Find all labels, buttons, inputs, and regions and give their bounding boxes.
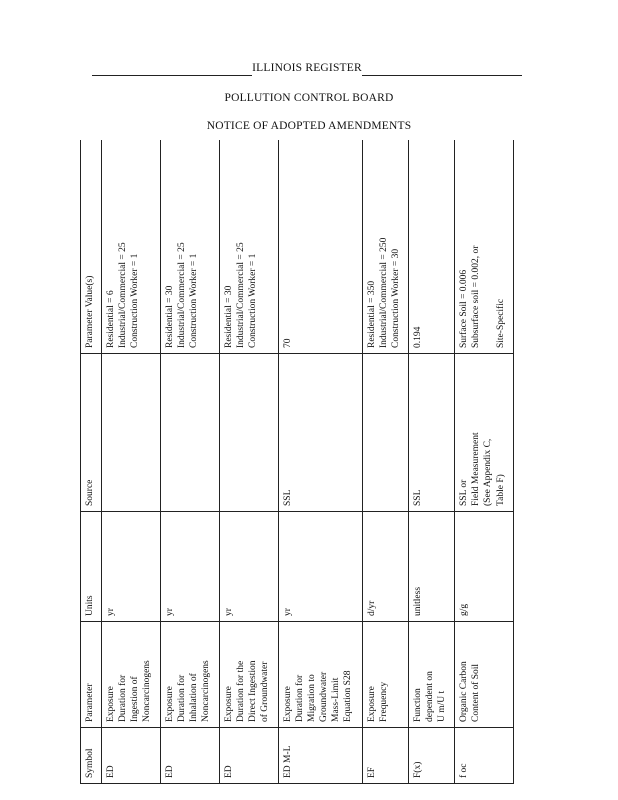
cell-source bbox=[102, 354, 161, 512]
parameter-line: Duration for bbox=[177, 674, 187, 722]
header-rule-right bbox=[362, 75, 522, 76]
cell-units: yr bbox=[102, 512, 161, 622]
table-header-row bbox=[81, 140, 102, 784]
value-line: Subsurface soil = 0.002, or bbox=[471, 245, 482, 348]
table-row bbox=[363, 140, 409, 784]
parameter-line: Duration for the bbox=[235, 660, 246, 722]
value-line: Construction Worker = 1 bbox=[189, 253, 200, 348]
table-row bbox=[455, 140, 514, 784]
col-header-units: Units bbox=[81, 512, 102, 622]
value-line: Surface Soil = 0.006 bbox=[459, 269, 470, 348]
cell-parameter bbox=[160, 622, 219, 728]
cell-source bbox=[219, 354, 278, 512]
cell-units: yr bbox=[219, 512, 278, 622]
source-line: SSL bbox=[282, 489, 293, 506]
parameter-line: Ingestion of bbox=[130, 676, 141, 722]
parameter-line: Migration to bbox=[306, 674, 317, 722]
value-line: Construction Worker = 1 bbox=[248, 253, 258, 348]
cell-units: unitless bbox=[409, 512, 455, 622]
cell-parameter bbox=[102, 622, 161, 728]
parameter-line: Mass-Limit bbox=[331, 677, 342, 722]
cell-parameter bbox=[363, 622, 409, 728]
parameter-table bbox=[80, 140, 514, 784]
value-line: 0.194 bbox=[413, 326, 424, 348]
value-line: Construction Worker = 1 bbox=[130, 253, 141, 348]
cell-value bbox=[219, 140, 278, 354]
register-title: ILLINOIS REGISTER bbox=[252, 62, 362, 74]
cell-source bbox=[278, 354, 363, 512]
cell-symbol: EF bbox=[363, 728, 409, 784]
source-line: SSL or bbox=[459, 479, 470, 506]
board-title: POLLUTION CONTROL BOARD bbox=[224, 92, 394, 104]
cell-symbol: ED bbox=[219, 728, 278, 784]
value-line: 70 bbox=[282, 338, 293, 348]
cell-symbol: f oc bbox=[455, 728, 514, 784]
value-line: Residential = 350 bbox=[367, 280, 378, 348]
parameter-line: Equation S28 bbox=[343, 670, 354, 722]
value-line bbox=[482, 145, 494, 348]
cell-symbol: ED M-L bbox=[278, 728, 363, 784]
cell-source bbox=[409, 354, 455, 512]
parameter-line: Noncarcinogens bbox=[142, 660, 153, 722]
value-line: Residential = 30 bbox=[223, 285, 234, 348]
parameter-table-frame bbox=[80, 140, 514, 784]
table-row bbox=[160, 140, 219, 784]
cell-source bbox=[363, 354, 409, 512]
cell-symbol: F(x) bbox=[409, 728, 455, 784]
col-header-value: Parameter Value(s) bbox=[81, 140, 102, 354]
parameter-line: Exposure bbox=[223, 686, 234, 722]
header-rule-left bbox=[92, 75, 252, 76]
parameter-line: Exposure bbox=[282, 686, 293, 722]
cell-value bbox=[409, 140, 455, 354]
cell-parameter bbox=[455, 622, 514, 728]
cell-parameter bbox=[219, 622, 278, 728]
parameter-line: U m/U t bbox=[437, 690, 448, 722]
cell-value bbox=[363, 140, 409, 354]
value-line: Residential = 6 bbox=[106, 290, 116, 348]
value-line: Industrial/Commercial = 25 bbox=[118, 242, 129, 348]
parameter-line: Groundwater bbox=[319, 671, 329, 722]
parameter-line: Duration for bbox=[118, 674, 129, 722]
table-row bbox=[219, 140, 278, 784]
col-header-parameter: Parameter bbox=[81, 622, 102, 728]
cell-symbol: ED bbox=[102, 728, 161, 784]
col-header-source: Source bbox=[81, 354, 102, 512]
notice-title: NOTICE OF ADOPTED AMENDMENTS bbox=[206, 120, 412, 132]
parameter-line: Inhalation of bbox=[189, 673, 200, 722]
cell-source bbox=[455, 354, 514, 512]
cell-units: d/yr bbox=[363, 512, 409, 622]
parameter-line: Direct Ingestion bbox=[248, 660, 258, 722]
table-row bbox=[409, 140, 455, 784]
value-line: Construction Worker = 30 bbox=[391, 248, 402, 348]
parameter-line: Exposure bbox=[106, 686, 116, 722]
parameter-line: Exposure bbox=[164, 686, 175, 722]
cell-value bbox=[278, 140, 363, 354]
cell-value bbox=[455, 140, 514, 354]
table-row bbox=[278, 140, 363, 784]
cell-value bbox=[160, 140, 219, 354]
value-line: Residential = 30 bbox=[164, 285, 175, 348]
value-line: Industrial/Commercial = 25 bbox=[177, 242, 187, 348]
cell-parameter bbox=[278, 622, 363, 728]
cell-units: g/g bbox=[455, 512, 514, 622]
cell-parameter bbox=[409, 622, 455, 728]
cell-units: yr bbox=[278, 512, 363, 622]
parameter-line: Duration for bbox=[294, 674, 305, 722]
parameter-line: of Groundwater bbox=[260, 661, 271, 722]
parameter-line: Function bbox=[413, 688, 424, 722]
parameter-line: Exposure bbox=[367, 686, 378, 722]
rotated-table-wrapper bbox=[80, 140, 514, 784]
table-row bbox=[102, 140, 161, 784]
parameter-line: dependent on bbox=[425, 671, 436, 722]
cell-value bbox=[102, 140, 161, 354]
parameter-line: Organic Carbon bbox=[459, 661, 470, 722]
source-line: SSL bbox=[413, 489, 424, 506]
cell-symbol: ED bbox=[160, 728, 219, 784]
source-line: Field Measurement bbox=[471, 432, 482, 506]
cell-source bbox=[160, 354, 219, 512]
source-line: (See Appendix C, bbox=[483, 438, 494, 506]
cell-units: yr bbox=[160, 512, 219, 622]
col-header-symbol: Symbol bbox=[81, 728, 102, 784]
value-line: Site-Specific bbox=[495, 298, 506, 348]
source-line: Table F) bbox=[495, 474, 506, 506]
value-line: Industrial/Commercial = 250 bbox=[379, 237, 390, 348]
parameter-line: Content of Soil bbox=[471, 663, 482, 722]
value-line: Industrial/Commercial = 25 bbox=[235, 242, 246, 348]
parameter-line: Frequency bbox=[379, 681, 390, 722]
parameter-line: Noncarcinogens bbox=[201, 660, 212, 722]
